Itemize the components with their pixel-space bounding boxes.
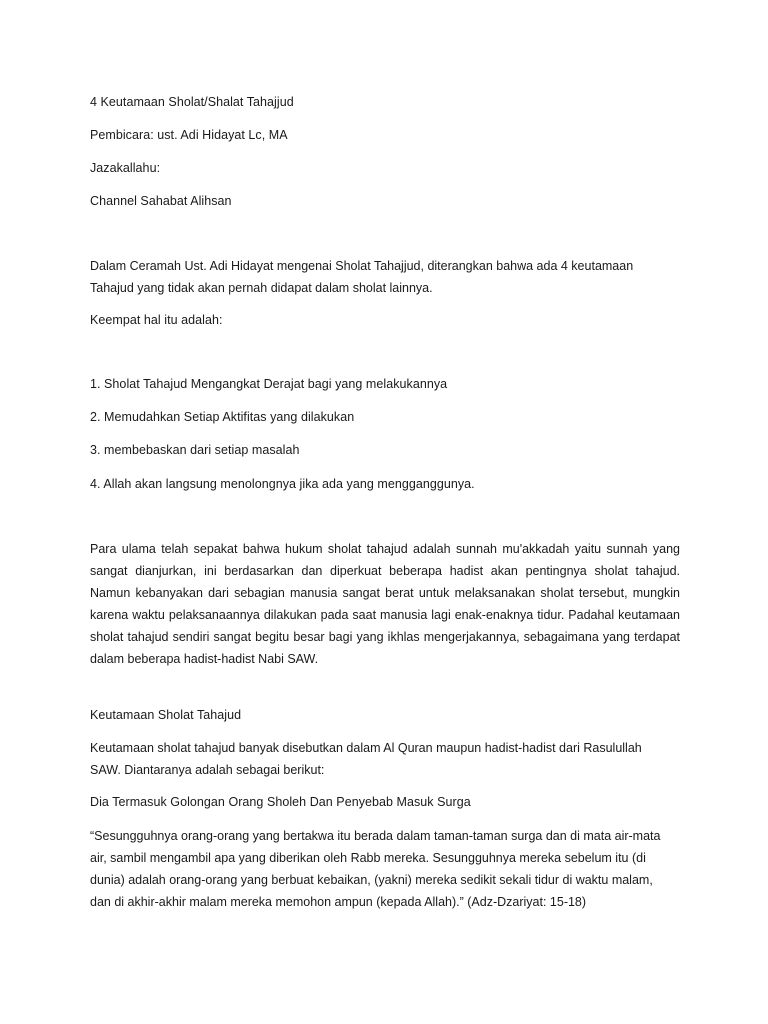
paragraph-line: karena waktu pelaksanaannya dilakukan pada saat manusia lagi enak-enaknya tidur. Padahal keutamaan: [90, 608, 680, 622]
paragraph-line: dalam beberapa hadist-hadist Nabi SAW.: [90, 652, 319, 666]
list-item: 4. Allah akan langsung menolongnya jika ada yang mengganggunya.: [90, 477, 475, 491]
paragraph-line: sholat tahajud sendiri sangat begitu besar bagi yang ikhlas mengerjakannya, sebagaimana yang terdapat: [90, 630, 680, 644]
paragraph-line: Keutamaan sholat tahajud banyak disebutkan dalam Al Quran maupun hadist-hadist dari Rasulullah: [90, 741, 642, 755]
document-title: 4 Keutamaan Sholat/Shalat Tahajjud: [90, 95, 294, 109]
paragraph-line: sangat dianjurkan, ini berdasarkan dan diperkuat beberapa hadist akan pentingnya sholat tahajud.: [90, 564, 680, 578]
paragraph-line: Dalam Ceramah Ust. Adi Hidayat mengenai Sholat Tahajjud, diterangkan bahwa ada 4 keutamaan: [90, 259, 634, 273]
quote-paragraph: [90, 825, 680, 913]
paragraph-line: SAW. Diantaranya adalah sebagai berikut:: [90, 763, 325, 777]
paragraph-line: Para ulama telah sepakat bahwa hukum sholat tahajud adalah sunnah mu'akkadah yaitu sunnah yang: [90, 542, 680, 556]
paragraph-line: air, sambil mengambil apa yang diberikan oleh Rabb mereka. Sesungguhnya mereka sebelum itu (di: [90, 851, 646, 865]
ulama-paragraph: [90, 538, 680, 670]
section-heading: Keutamaan Sholat Tahajud: [90, 708, 242, 722]
channel-line: Channel Sahabat Alihsan: [90, 194, 232, 208]
paragraph-line: dunia) adalah orang-orang yang berbuat kebaikan, (yakni) mereka sedikit sekali tidur di waktu malam,: [90, 873, 653, 887]
thanks-line: Jazakallahu:: [90, 161, 161, 175]
paragraph-line: dan di akhir-akhir malam mereka memohon ampun (kepada Allah).” (Adz-Dzariyat: 15-18): [90, 895, 587, 909]
subheading: Dia Termasuk Golongan Orang Sholeh Dan Penyebab Masuk Surga: [90, 795, 471, 809]
list-item: 3. membebaskan dari setiap masalah: [90, 443, 300, 457]
paragraph-line: “Sesungguhnya orang-orang yang bertakwa itu berada dalam taman-taman surga dan di mata air-mata: [90, 829, 661, 843]
section-paragraph: [90, 737, 680, 781]
list-item: 1. Sholat Tahajud Mengangkat Derajat bagi yang melakukannya: [90, 377, 448, 391]
paragraph-line: Tahajud yang tidak akan pernah didapat dalam sholat lainnya.: [90, 281, 433, 295]
paragraph-line: Namun kebanyakan dari sebagian manusia sangat berat untuk melaksanakan sholat tersebut, mungkin: [90, 586, 680, 600]
speaker-line: Pembicara: ust. Adi Hidayat Lc, MA: [90, 128, 288, 142]
list-item: 2. Memudahkan Setiap Aktifitas yang dilakukan: [90, 410, 355, 424]
intro-paragraph: [90, 255, 680, 299]
list-lead: Keempat hal itu adalah:: [90, 313, 223, 327]
